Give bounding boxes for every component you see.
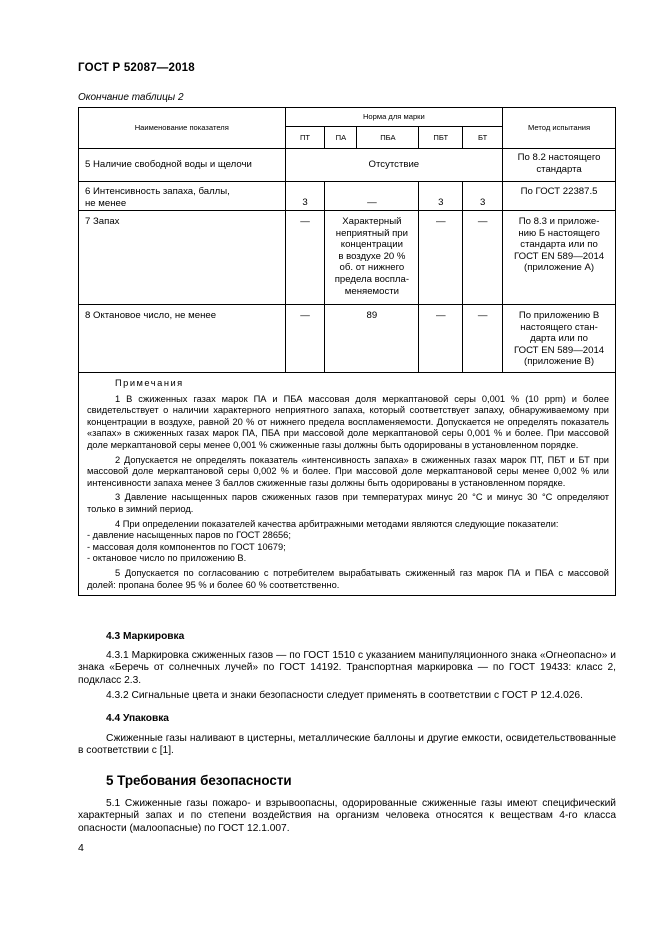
value-pt: — (285, 305, 325, 373)
notes-title: Примечания (115, 378, 184, 388)
value-bt: 3 (463, 182, 503, 211)
method-line: (приложение А) (524, 262, 595, 274)
grade-pbt: ПБТ (419, 127, 463, 149)
spec-table (78, 107, 616, 596)
value-bt: — (463, 211, 503, 305)
value-line: в воздухе 20 % (338, 250, 406, 262)
value-line: меняемости (344, 285, 400, 297)
note-1: 1 В сжиженных газах марок ПА и ПБА массовая доля меркаптановой серы 0,001 % (10 ppm) и более свидетельствует о наличии характерного неприятного запаха, который соответствует запаху, обнаруживаемому при концентрации в воздухе, равной 20 % от нижнего предела воспламеняемости. Допускается не определять показатель «запах» в сжиженных газах марок ПА, ПБА при массовой доле меркаптановой серы 0,001 % и более. При массовой доле меркаптановой серы менее 0,001 % сжиженные газы должны быть одорированы в установленном порядке. (87, 393, 609, 450)
method-line: ГОСТ EN 589—2014 (513, 250, 605, 262)
value-pbt: 3 (419, 182, 463, 211)
row-name: 7 Запах (79, 211, 286, 305)
method-line: (приложение В) (524, 356, 595, 368)
section-5 (78, 775, 616, 835)
section-heading: 4.3 Маркировка (106, 631, 185, 642)
section-4-4 (78, 713, 616, 758)
grade-pba: ПБА (357, 127, 419, 149)
grade-pa: ПА (325, 127, 357, 149)
value-pbt: — (419, 211, 463, 305)
paragraph: Сжиженные газы наливают в цистерны, металлические баллоны и другие емкости, освидетельствованные в соответствии с [1]. (78, 732, 616, 757)
table-row (79, 211, 616, 305)
note-2: 2 Допускается не определять показатель «интенсивность запаха» в сжиженных газах марок ПТ, ПБТ и БТ при массовой доле меркаптановой серы 0,002 % и более. При массовой доле меркаптановой серы менее 0,002 % или интенсивности запаха менее 3 баллов сжиженные газы должны быть одорированы в установленном порядке. (87, 454, 609, 488)
col-header-method: Метод испытания (503, 108, 616, 149)
method-line: стандарта (536, 163, 582, 175)
note-3: 3 Давление насыщенных паров сжиженных газов при температурах минус 20 °С и минус 30 °С определяют только в зимний период. (87, 492, 609, 514)
table-row (79, 182, 616, 211)
method-line: стандарта или по (520, 239, 598, 251)
method-line: По ГОСТ 22387.5 (503, 182, 616, 211)
section-4-3 (78, 631, 616, 703)
table-row (79, 149, 616, 182)
method-line: настоящего стан- (520, 321, 598, 333)
value-line: Характерный (342, 216, 402, 227)
method-line: По 8.2 настоящего (517, 152, 601, 163)
note-4-item: - октановое число по приложению В. (87, 553, 247, 564)
value-pt: 3 (285, 182, 325, 211)
value-pt: — (285, 211, 325, 305)
grade-bt: БТ (463, 127, 503, 149)
note-4-item: - массовая доля компонентов по ГОСТ 10679; (87, 541, 286, 552)
value-line: концентрации (340, 239, 404, 251)
value-pa-pba: — (325, 182, 419, 211)
value-pa-pba: 89 (325, 305, 419, 373)
value-line: об. от нижнего (339, 262, 405, 274)
row-name: 6 Интенсивность запаха, баллы, (85, 186, 230, 197)
note-4: 4 При определении показателей качества арбитражными методами являются следующие показатели: (115, 518, 559, 529)
value-pbt: — (419, 305, 463, 373)
table-notes (79, 373, 616, 596)
page-number: 4 (78, 842, 84, 854)
paragraph: 4.3.2 Сигнальные цвета и знаки безопасности следует применять в соответствии с ГОСТ Р 12.4.026. (106, 690, 583, 702)
paragraph: 4.3.1 Маркировка сжиженных газов — по ГОСТ 1510 с указанием манипуляционного знака «Огнеопасно» и знака «Беречь от солнечных лучей» по ГОСТ 14192. Транспортная маркировка — по ГОСТ 19433: класс 2, подкласс 2.3. (78, 649, 616, 686)
row-value-merged: Отсутствие (285, 149, 503, 182)
table-caption: Окончание таблицы 2 (78, 92, 184, 103)
col-header-norm: Норма для марки (285, 108, 503, 127)
method-line: дарта или по (530, 333, 588, 345)
section-heading: 4.4 Упаковка (106, 713, 169, 724)
method-line: По приложению В (518, 310, 600, 321)
document-code: ГОСТ Р 52087—2018 (78, 62, 195, 74)
note-4-item: - давление насыщенных паров по ГОСТ 28656; (87, 530, 291, 541)
row-name: 5 Наличие свободной воды и щелочи (79, 149, 286, 182)
value-bt: — (463, 305, 503, 373)
table-row (79, 305, 616, 373)
method-line: нию Б настоящего (518, 227, 600, 239)
note-5: 5 Допускается по согласованию с потребителем вырабатывать сжиженный газ марок ПА и ПБА с массовой долей: пропана более 95 % и более 60 % соответственно. (87, 567, 609, 590)
section-heading: 5 Требования безопасности (106, 773, 292, 788)
row-name: не менее (85, 197, 127, 209)
paragraph: 5.1 Сжиженные газы пожаро- и взрывоопасны, одорированные сжиженные газы имеют специфический характерный запах и по степени воздействия на организм человека относятся к веществам 4-го класса опасности (малоопасные) по ГОСТ 12.1.007. (78, 797, 616, 834)
row-name: 8 Октановое число, не менее (79, 305, 286, 373)
col-header-name: Наименование показателя (79, 108, 286, 149)
value-line: предела воспла- (334, 273, 410, 285)
value-line: неприятный при (335, 227, 408, 239)
method-line: ГОСТ EN 589—2014 (513, 344, 605, 356)
grade-pt: ПТ (285, 127, 325, 149)
method-line: По 8.3 и приложе- (518, 216, 600, 227)
